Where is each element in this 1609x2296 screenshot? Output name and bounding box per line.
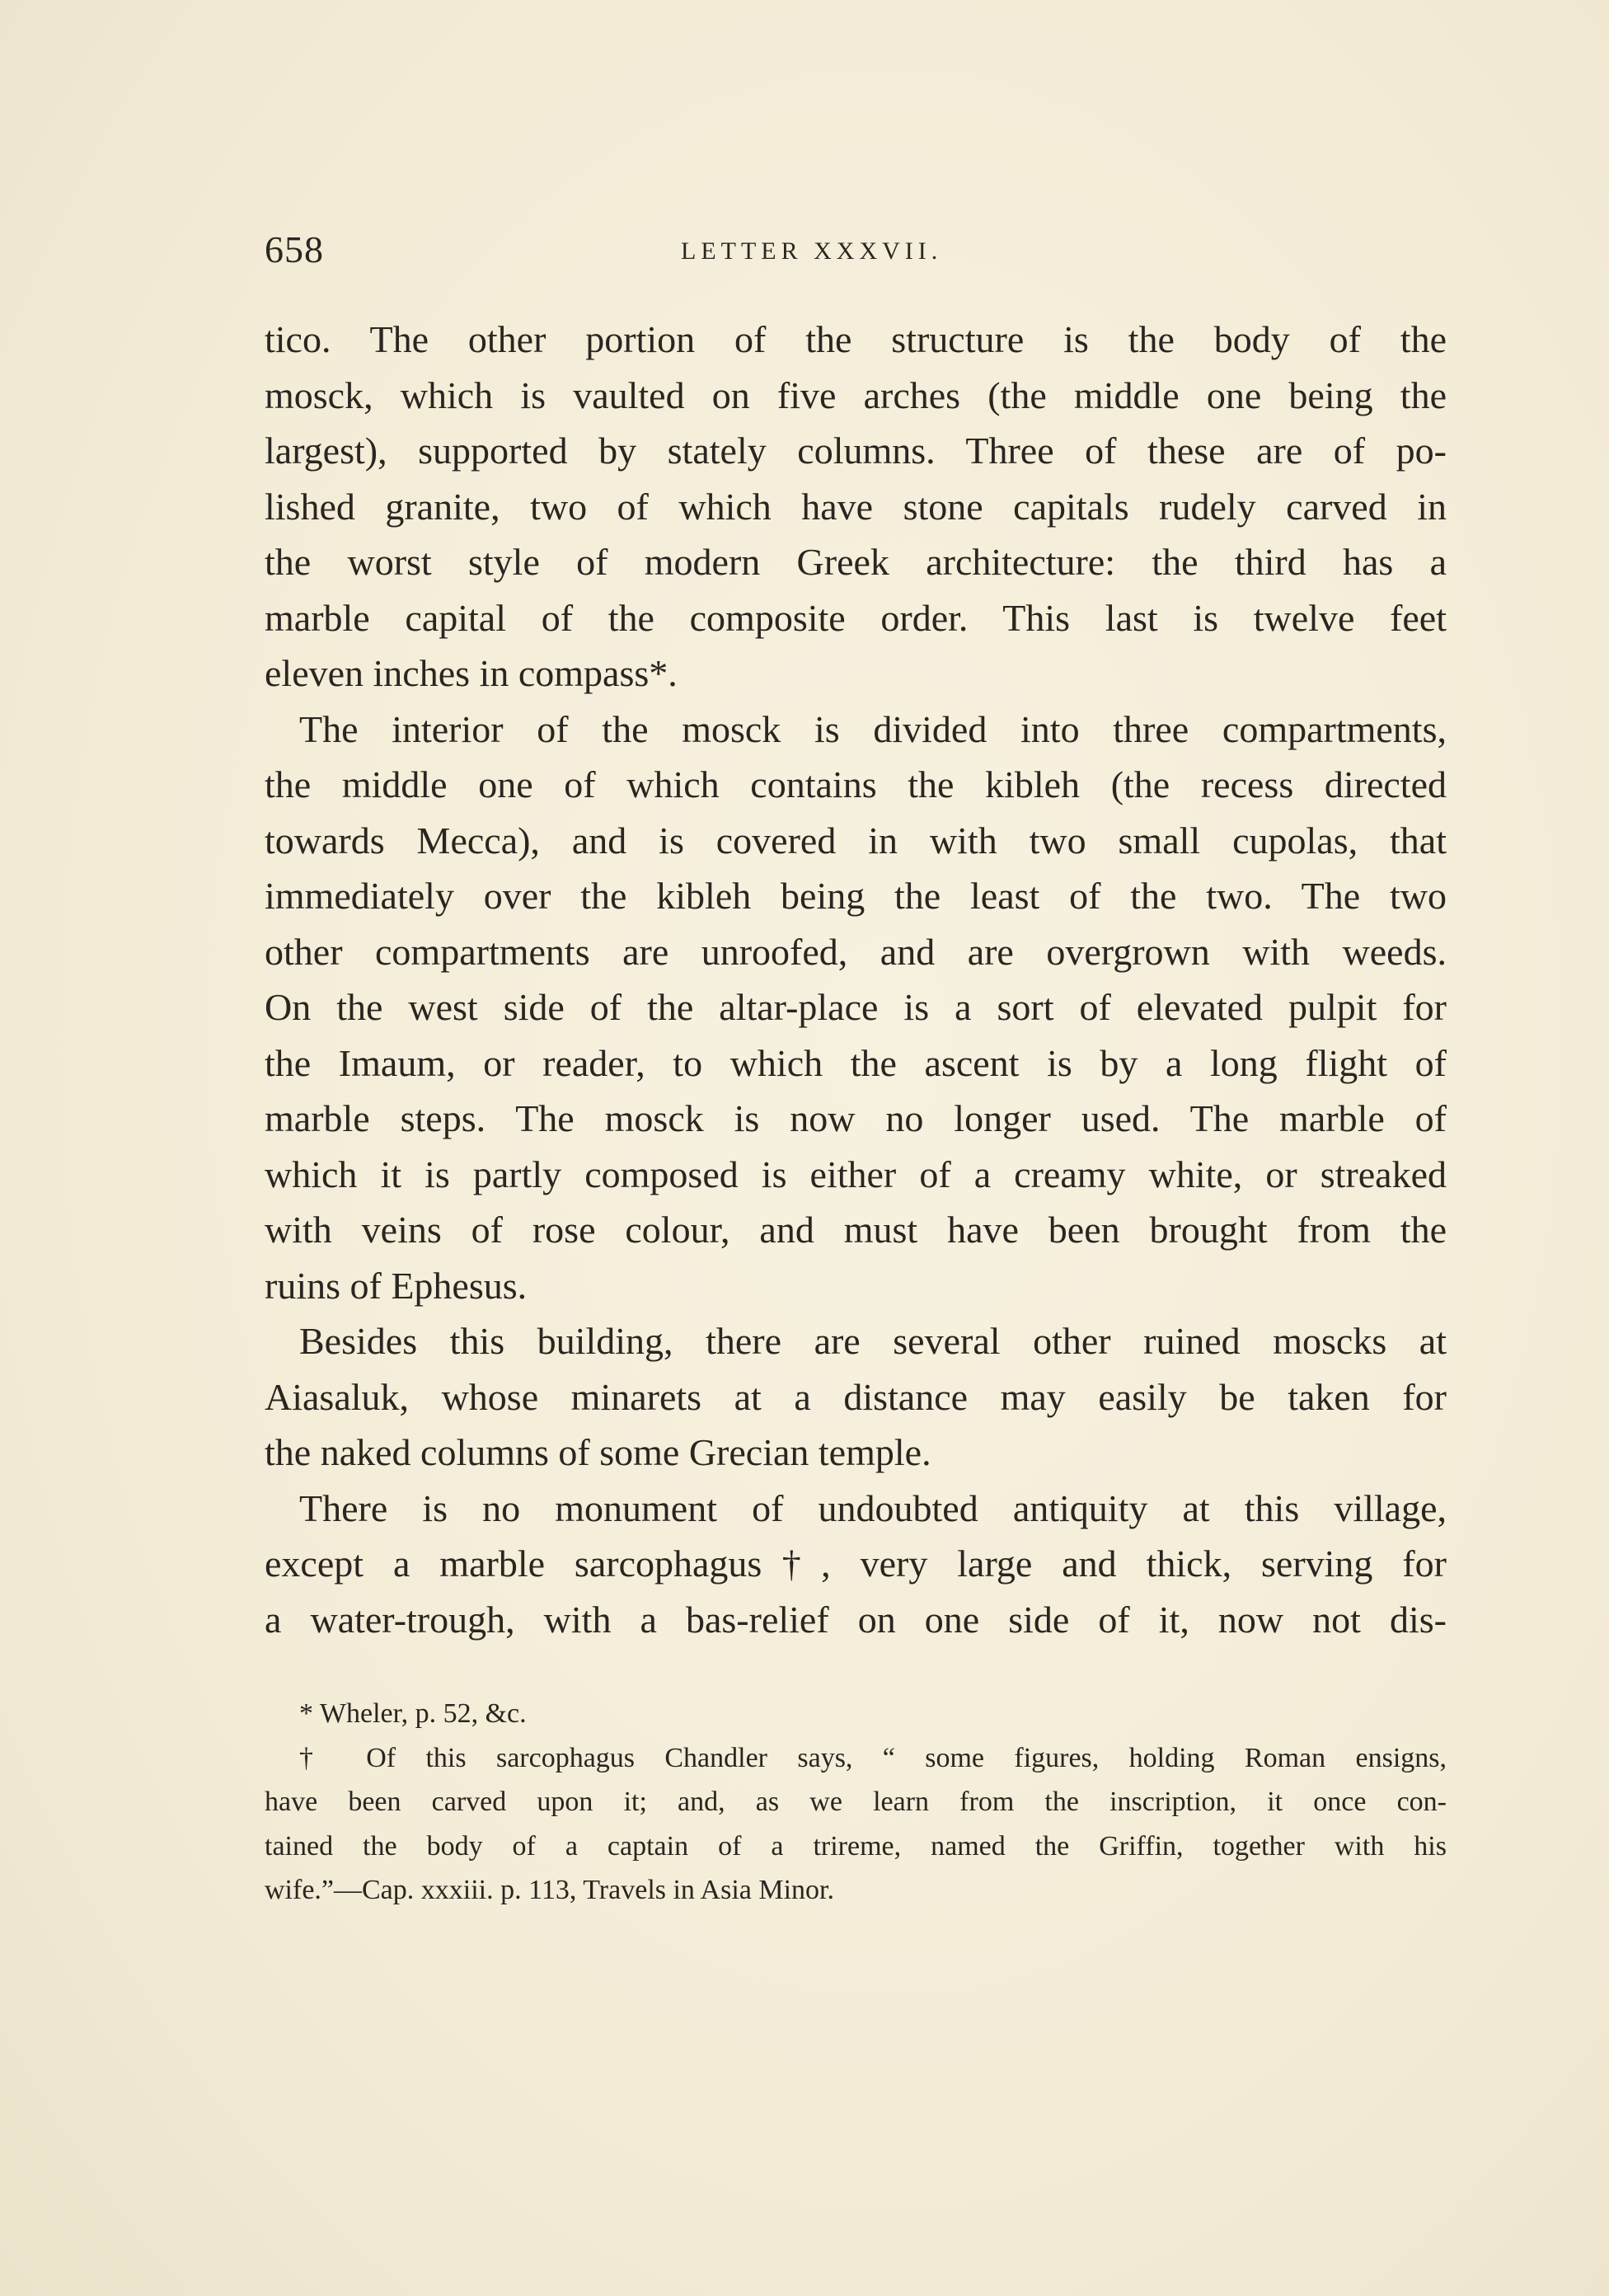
text-line: eleven inches in compass*. [265,652,678,694]
text-line: lished granite, two of which have stone capitals rudely carved in [265,485,1447,528]
footnote-line: wife.”—Cap. xxxiii. p. 113, Travels in Asia Minor. [265,1875,835,1905]
running-head: LETTER XXXVII. [681,237,943,265]
paragraph-2 [265,702,1447,1314]
text-line: ruins of Ephesus. [265,1264,528,1307]
text-line: the middle one of which contains the kibleh (the recess directed [265,763,1447,805]
text-line: largest), supported by stately columns. Three of these are of po- [265,430,1447,472]
footnote-line: † Of this sarcophagus Chandler says, “ some figures, holding Roman ensigns, [299,1742,1447,1773]
page-header [265,228,1447,277]
text-line: the naked columns of some Grecian temple. [265,1431,931,1473]
text-line: The interior of the mosck is divided into three compartments, [299,707,1447,750]
text-line: towards Mecca), and is covered in with two small cupolas, that [265,819,1447,862]
paragraph-3 [265,1313,1447,1481]
paragraph-4 [265,1481,1447,1648]
text-line: mosck, which is vaulted on five arches (the middle one being the [265,373,1447,416]
text-line: marble capital of the composite order. This last is twelve feet [265,596,1447,639]
text-line: with veins of rose colour, and must have been brought from the [265,1209,1447,1251]
text-line: Besides this building, there are several other ruined moscks at [299,1320,1447,1362]
footnote-2 [265,1736,1447,1913]
text-line: There is no monument of undoubted antiquity at this village, [299,1486,1447,1529]
text-line: a water-trough, with a bas-relief on one side of it, now not dis- [265,1598,1447,1641]
text-line: marble steps. The mosck is now no longer used. The marble of [265,1097,1447,1139]
text-line: other compartments are unroofed, and are overgrown with weeds. [265,930,1447,973]
text-line: which it is partly composed is either of a creamy white, or streaked [265,1153,1447,1195]
footnotes [265,1692,1447,1913]
paragraph-1 [265,312,1447,702]
text-line: On the west side of the altar-place is a sort of elevated pulpit for [265,986,1447,1028]
footnote-line: * Wheler, p. 52, &c. [299,1698,527,1729]
text-line: immediately over the kibleh being the least of the two. The two [265,875,1447,917]
page-number: 658 [265,228,324,270]
text-line: the worst style of modern Greek architecture: the third has a [265,541,1447,583]
text-line: tico. The other portion of the structure is the body of the [265,318,1447,360]
text-line: Aiasaluk, whose minarets at a distance may easily be taken for [265,1375,1447,1418]
text-line: except a marble sarcophagus†, very large and thick, serving for [265,1542,1447,1585]
text-line: the Imaum, or reader, to which the ascent is by a long flight of [265,1041,1447,1084]
body-text [265,312,1447,1647]
footnote-line: tained the body of a captain of a trireme, named the Griffin, together with his [265,1830,1447,1862]
footnote-1 [265,1692,1447,1736]
footnote-line: have been carved upon it; and, as we learn from the inscription, it once con- [265,1787,1447,1817]
